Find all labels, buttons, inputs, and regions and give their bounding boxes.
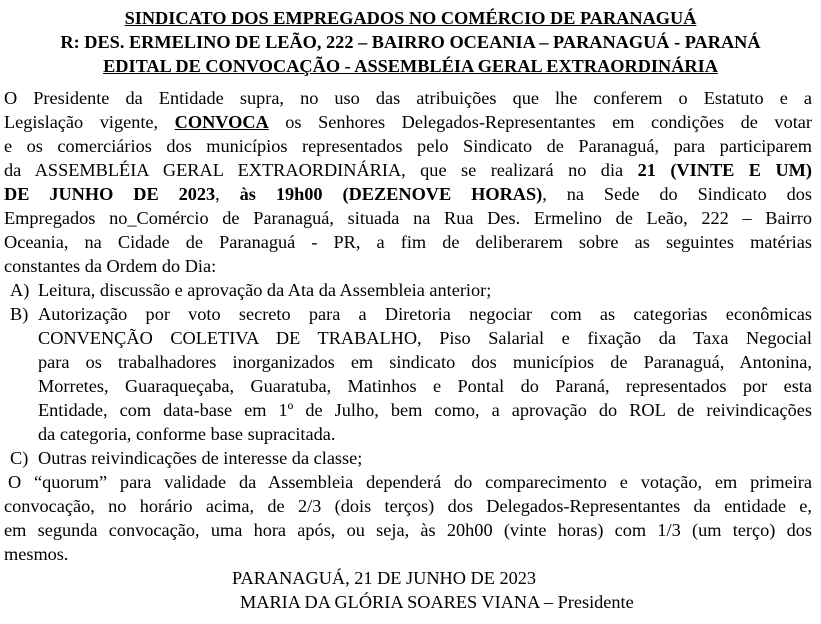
agenda-item-c-text: Outras reivindicações de interesse da classe;	[38, 448, 363, 468]
agenda-item-a-marker: A)	[10, 280, 30, 300]
agenda-item-b-line-5: Entidade, com data-base em 1º de Julho, bem como, a aprovação do ROL de reivindicações	[38, 400, 812, 420]
notice-title: EDITAL DE CONVOCAÇÃO - ASSEMBLÉIA GERAL EXTRAORDINÁRIA	[103, 56, 718, 76]
intro-line-6: Empregados no_Comércio de Paranaguá, situada na Rua Des. Ermelino de Leão, 222 – Bairro	[4, 208, 812, 228]
quorum-line-3: em segunda convocação, uma hora após, ou seja, às 20h00 (vinte horas) com 1/3 (um terço) dos	[4, 520, 812, 540]
intro-text: Legislação vigente,	[4, 112, 175, 132]
meeting-time: às 19h00 (DEZENOVE HORAS)	[239, 184, 543, 204]
intro-text: ,	[215, 184, 240, 204]
intro-text: , na Sede do Sindicato dos	[542, 184, 812, 204]
agenda-item-c-marker: C)	[10, 448, 29, 468]
union-address: R: DES. ERMELINO DE LEÃO, 222 – BAIRRO OCEANIA – PARANAGUÁ - PARANÁ	[60, 32, 761, 52]
place-and-date: PARANAGUÁ, 21 DE JUNHO DE 2023	[232, 568, 537, 588]
meeting-day: 21 (VINTE E UM)	[637, 160, 812, 180]
intro-text: os Senhores Delegados-Representantes em condições de votar	[268, 112, 812, 132]
intro-line-2	[4, 110, 812, 134]
agenda-item-b-line-6: da categoria, conforme base supracitada.	[38, 424, 336, 444]
signatory: MARIA DA GLÓRIA SOARES VIANA – Presidente	[240, 592, 634, 612]
intro-line-8: constantes da Ordem do Dia:	[4, 256, 217, 276]
convoca-emphasis: CONVOCA	[174, 112, 269, 132]
agenda-item-a-text: Leitura, discussão e aprovação da Ata da Assembleia anterior;	[38, 280, 492, 300]
intro-text: da ASSEMBLÉIA GERAL EXTRAORDINÁRIA, que se realizará no dia	[4, 160, 638, 180]
intro-line-1: O Presidente da Entidade supra, no uso das atribuições que lhe conferem o Estatuto e a	[4, 88, 812, 108]
intro-line-5	[4, 182, 812, 206]
agenda-item-b-line-2: CONVENÇÃO COLETIVA DE TRABALHO, Piso Salarial e fixação da Taxa Negocial	[38, 328, 812, 348]
union-title: SINDICATO DOS EMPREGADOS NO COMÉRCIO DE PARANAGUÁ	[124, 8, 697, 28]
agenda-item-b-line-1: Autorização por voto secreto para a Diretoria negociar com as categorias econômicas	[38, 304, 812, 324]
quorum-line-1: O “quorum” para validade da Assembleia dependerá do comparecimento e votação, em primeira	[8, 472, 812, 492]
intro-line-4	[4, 158, 812, 182]
agenda-item-b-line-3: para os trabalhadores inorganizados em sindicato dos municípios de Paranaguá, Antonina,	[38, 352, 812, 372]
intro-line-7: Oceania, na Cidade de Paranaguá - PR, a fim de deliberarem sobre as seguintes matérias	[4, 232, 812, 252]
agenda-item-b-marker: B)	[10, 304, 29, 324]
intro-line-3: e os comerciários dos municípios representados pelo Sindicato de Paranaguá, para participarem	[4, 136, 812, 156]
meeting-month-year: DE JUNHO DE 2023	[4, 184, 216, 204]
quorum-line-4: mesmos.	[4, 544, 69, 564]
quorum-line-2: convocação, no horário acima, de 2/3 (dois terços) dos Delegados-Representantes da entidade e,	[4, 496, 812, 516]
agenda-item-b-line-4: Morretes, Guaraqueçaba, Guaratuba, Matinhos e Pontal do Paraná, representados por esta	[38, 376, 812, 396]
